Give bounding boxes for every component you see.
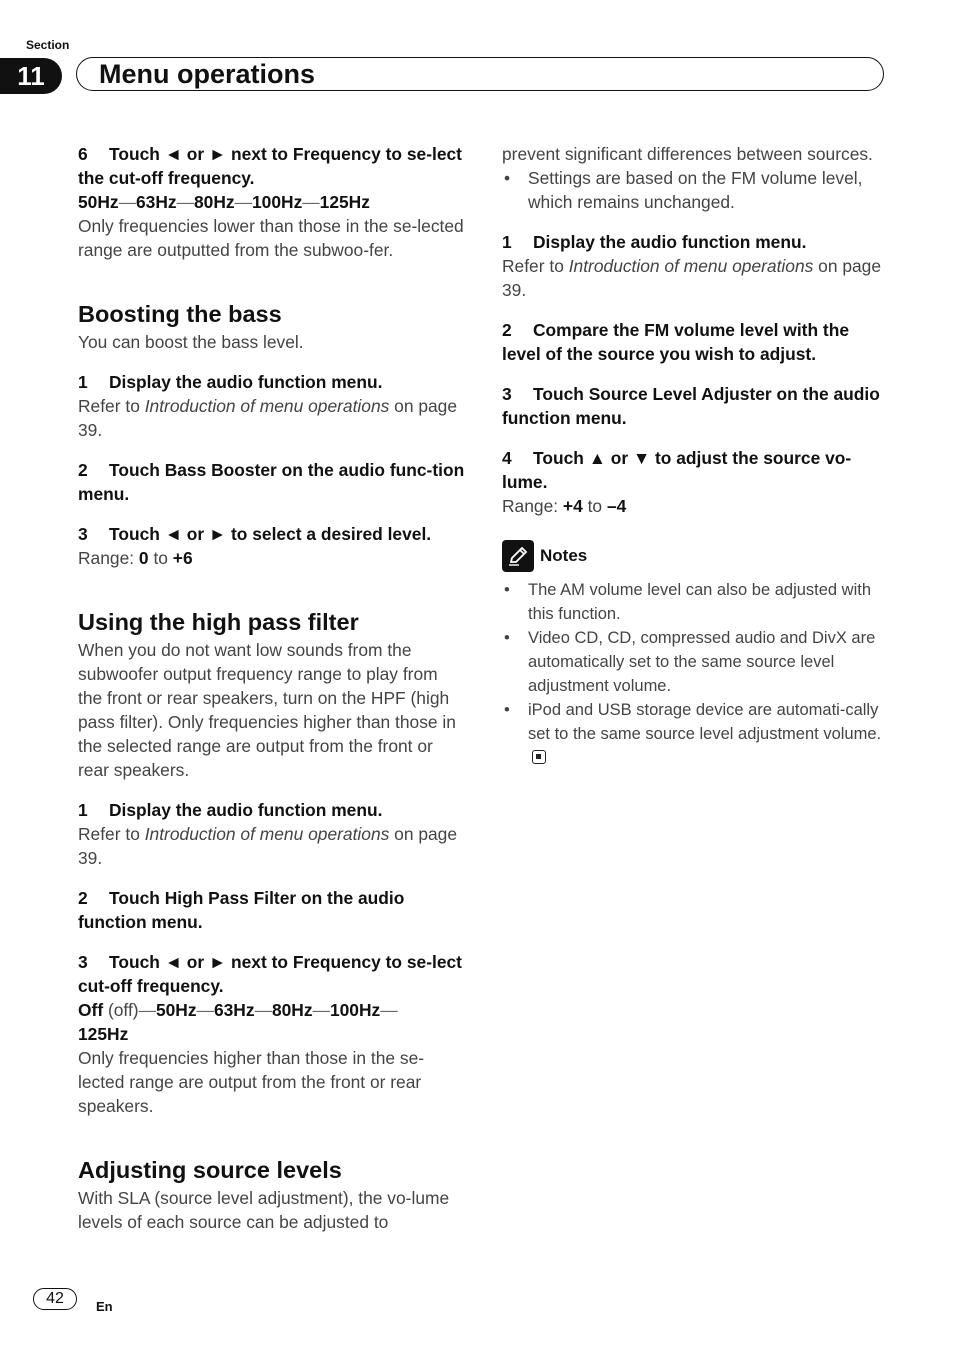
bass-refer: Refer to Introduction of menu operations on page 39. — [78, 396, 458, 440]
pencil-note-icon — [502, 540, 534, 572]
bass-step-1: 1 Display the audio function menu. — [78, 372, 383, 392]
sla-step-1: 1 Display the audio function menu. — [502, 232, 807, 252]
note-item: • iPod and USB storage device are automati-cally set to the same source level adjustment volume. — [502, 698, 890, 770]
section-number: 11 — [0, 58, 62, 94]
hpf-refer: Refer to Introduction of menu operations on page 39. — [78, 824, 458, 868]
notes-header — [502, 540, 890, 572]
page-number: 42 — [33, 1288, 77, 1310]
sla-bullet: • Settings are based on the FM volume level, which remains unchanged. — [502, 166, 890, 214]
frequency-description: Only frequencies lower than those in the se-lected range are outputted from the subwoo-fer. — [78, 216, 464, 260]
sla-step-3: 3 Touch Source Level Adjuster on the audio function menu. — [502, 384, 880, 428]
note-item: • The AM volume level can also be adjusted with this function. — [502, 578, 890, 626]
language-label: En — [96, 1299, 113, 1314]
notes-title: Notes — [540, 546, 588, 565]
frequency-options: 50Hz—63Hz—80Hz—100Hz—125Hz — [78, 192, 370, 212]
section-label: Section — [26, 38, 70, 52]
hpf-step-1: 1 Display the audio function menu. — [78, 800, 383, 820]
sla-step-2: 2 Compare the FM volume level with the level of the source you wish to adjust. — [502, 320, 849, 364]
sla-step-4: 4 Touch ▲ or ▼ to adjust the source vo-lume. — [502, 448, 852, 492]
left-column — [78, 142, 466, 1234]
end-of-section-icon — [532, 750, 546, 764]
heading-high-pass-filter: Using the high pass filter — [78, 609, 359, 635]
hpf-frequency-options: Off (off)—50Hz—63Hz—80Hz—100Hz— 125Hz — [78, 1000, 398, 1044]
right-column — [502, 142, 890, 770]
bass-step-3: 3 Touch ◄ or ► to select a desired level. — [78, 524, 432, 544]
bass-step-2: 2 Touch Bass Booster on the audio func-tion menu. — [78, 460, 465, 504]
sla-refer: Refer to Introduction of menu operations on page 39. — [502, 256, 882, 300]
heading-boosting-bass: Boosting the bass — [78, 301, 282, 327]
hpf-step-2: 2 Touch High Pass Filter on the audio function menu. — [78, 888, 405, 932]
sla-intro: With SLA (source level adjustment), the vo-lume levels of each source can be adjusted to — [78, 1188, 450, 1232]
step-frequency-select: 6 Touch ◄ or ► next to Frequency to se-lect the cut-off frequency. — [78, 144, 462, 188]
bass-intro: You can boost the bass level. — [78, 332, 304, 352]
hpf-description: Only frequencies higher than those in the se-lected range are output from the front or rear speakers. — [78, 1048, 425, 1116]
sla-range: Range: +4 to –4 — [502, 496, 627, 516]
notes-list — [502, 578, 890, 770]
bass-range: Range: 0 to +6 — [78, 548, 193, 568]
page-title: Menu operations — [76, 57, 884, 91]
note-item: • Video CD, CD, compressed audio and DivX are automatically set to the same source level adjustment volume. — [502, 626, 890, 698]
hpf-step-3: 3 Touch ◄ or ► next to Frequency to se-lect cut-off frequency. — [78, 952, 462, 996]
sla-intro-continued: prevent significant differences between sources. — [502, 144, 873, 164]
heading-adjusting-source-levels: Adjusting source levels — [78, 1157, 342, 1183]
hpf-intro: When you do not want low sounds from the subwoofer output frequency range to play from the front or rear speakers, turn on the HPF (high pass filter). Only frequencies higher than those in the selected range are output from the front or rear speakers. — [78, 640, 456, 780]
